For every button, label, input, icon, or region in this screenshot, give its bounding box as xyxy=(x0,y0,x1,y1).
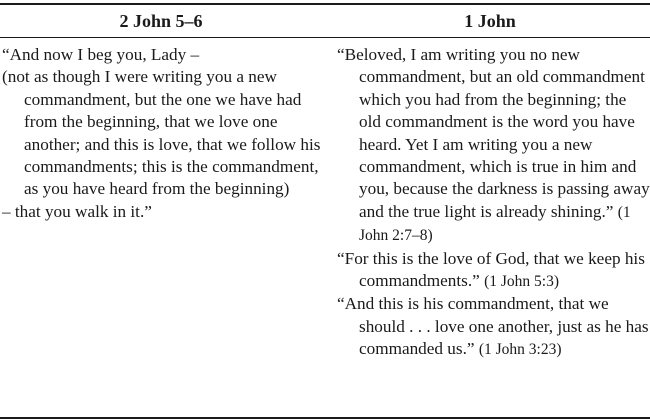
left-quote-closing: – that you walk in it.” xyxy=(2,201,152,221)
left-column-2-john xyxy=(2,44,322,223)
right-column-1-john xyxy=(337,44,650,362)
right-quote-2-text: “For this is the love of God, that we keep his commandments.” xyxy=(337,248,645,291)
table-bottom-rule xyxy=(0,417,650,419)
column-header-2-john: 2 John 5–6 xyxy=(119,11,203,31)
right-quote-3-text: “And this is his commandment, that we should . . . love one another, just as he has commanded us.” xyxy=(337,294,649,359)
right-quote-2 xyxy=(337,248,650,294)
left-quote-opening: “And now I beg you, Lady – xyxy=(2,45,200,64)
header-divider-rule xyxy=(0,37,650,38)
column-header-1-john: 1 John xyxy=(464,11,516,31)
left-quote-parenthetical: (not as though I were writing you a new commandment, but the one we have had from the beginning, that we love one another; and this is love, that we follow his commandments; this is the commandment, as you have heard from the beginning) xyxy=(2,67,321,199)
right-quote-3-reference: (1 John 3:23) xyxy=(478,341,562,359)
right-quote-1-reference: (1 John 2:7–8) xyxy=(359,203,631,245)
right-quote-3 xyxy=(337,293,650,361)
right-quote-2-reference: (1 John 5:3) xyxy=(484,273,559,291)
table-top-rule xyxy=(0,3,650,5)
right-quote-1-text: “Beloved, I am writing you no new commandment, but an old commandment which you had from the beginning; the old commandment is the word you have heard. Yet I am writing you a new commandment, which is true in him and you, because the darkness is passing away and the true light is already shining.” xyxy=(337,45,650,221)
right-quote-1 xyxy=(337,44,650,248)
